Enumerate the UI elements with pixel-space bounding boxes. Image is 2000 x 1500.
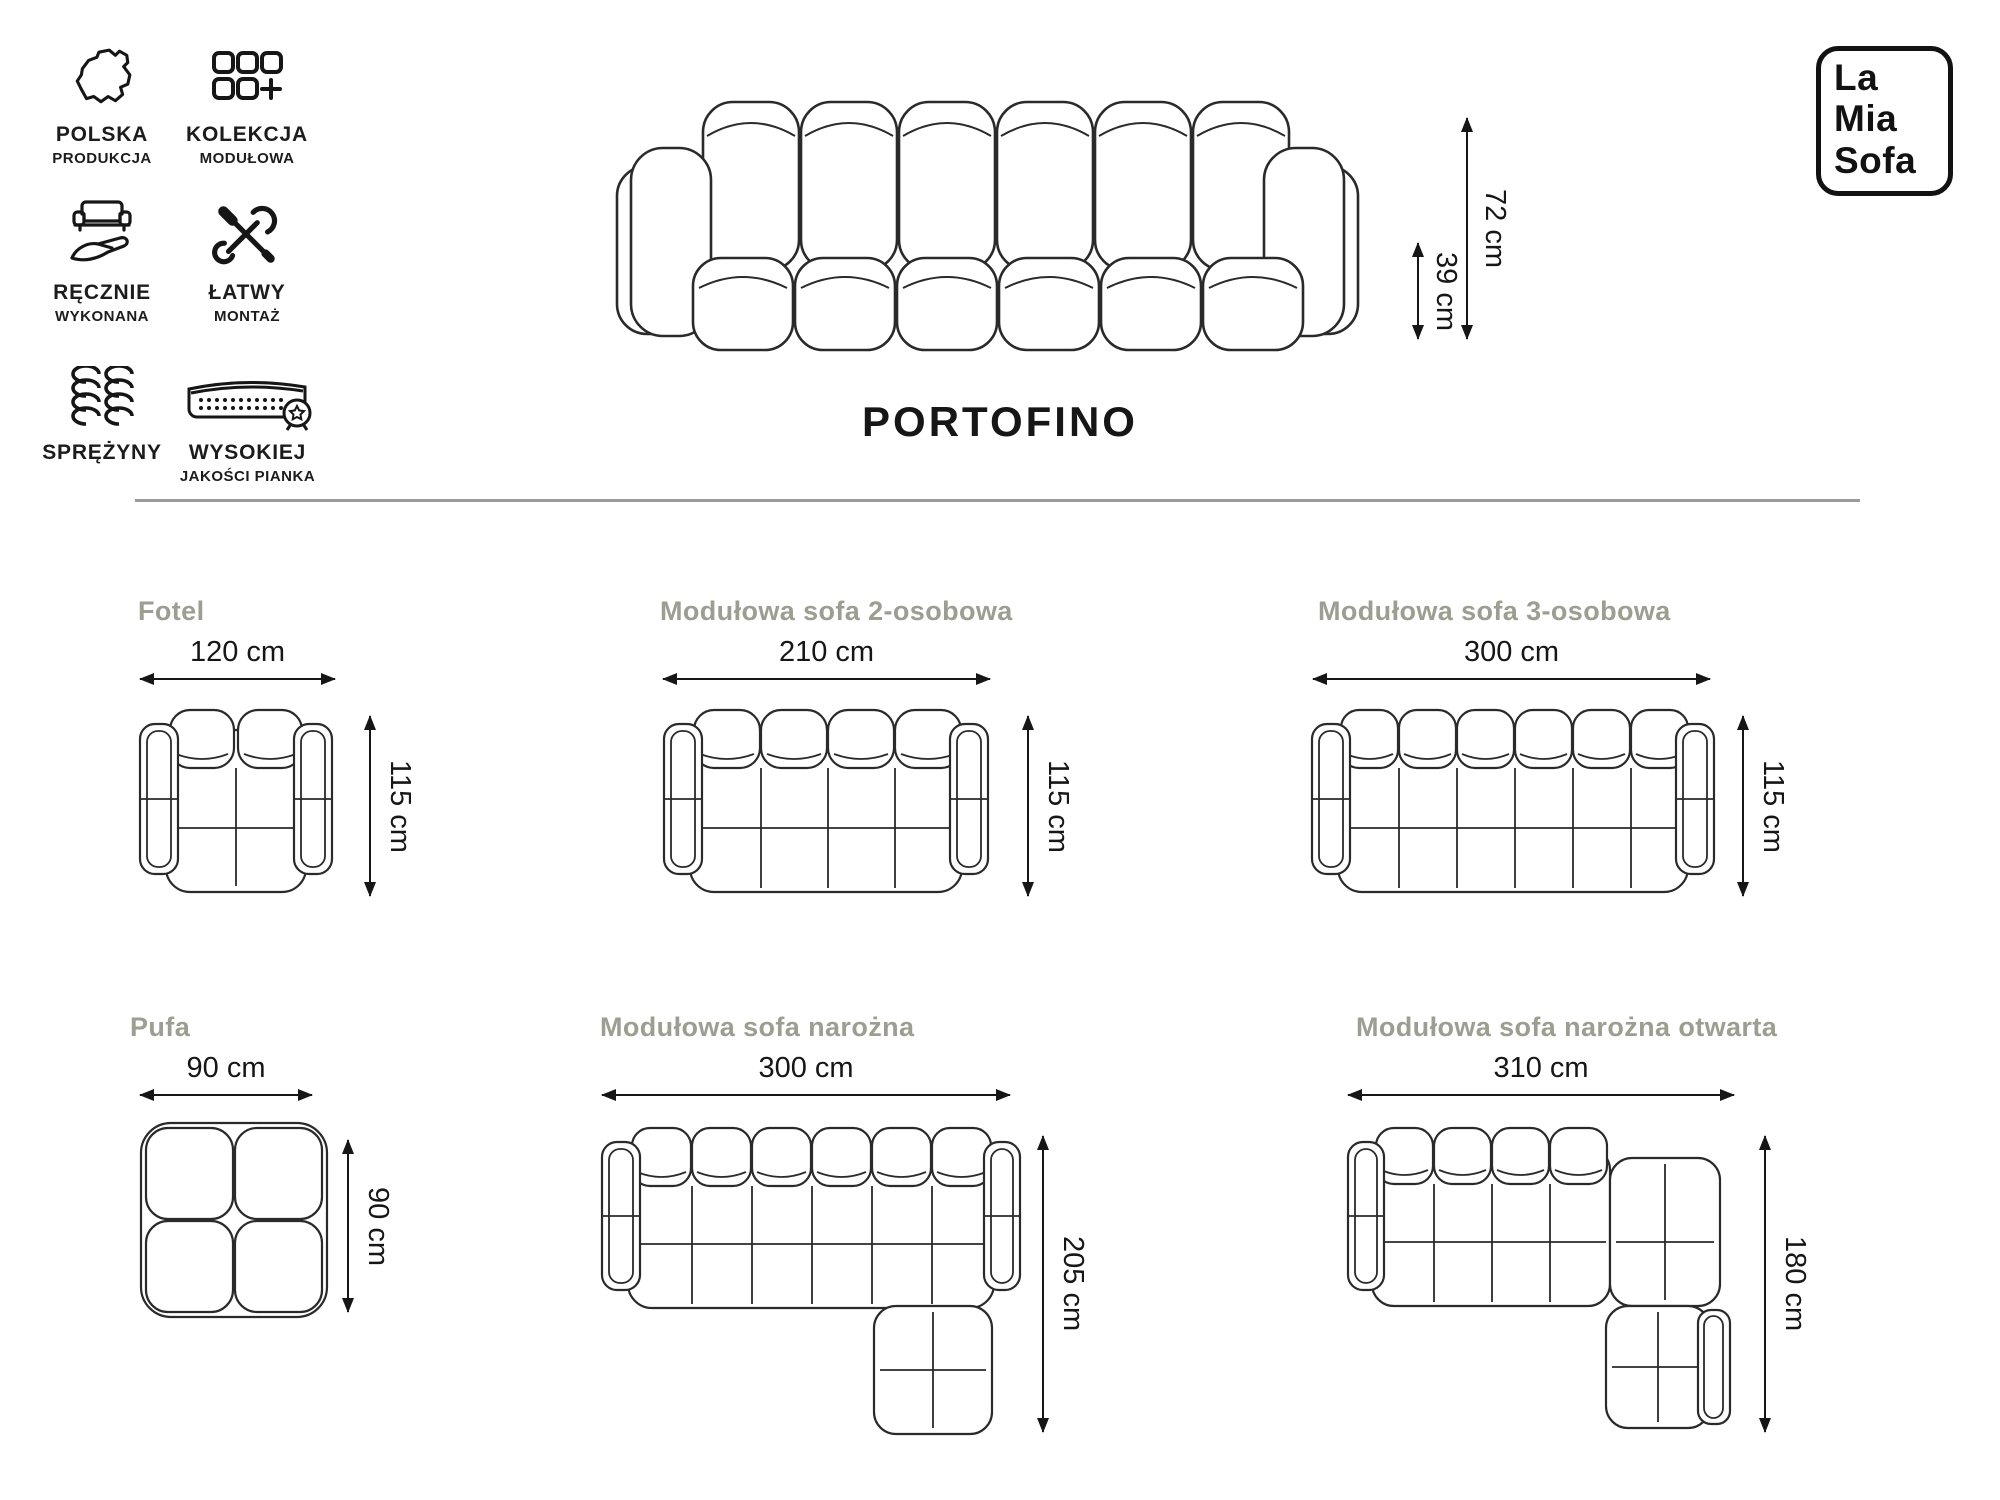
feature-label-line1: WYSOKIEJ bbox=[188, 441, 307, 464]
variant-heading-sofa-2: Modułowa sofa 2-osobowa bbox=[660, 596, 1013, 626]
narozna-top-view-drawing bbox=[600, 1120, 1022, 1445]
feature-label-line1: SPRĘŻYNY bbox=[42, 441, 162, 464]
modular-collection-icon bbox=[207, 40, 287, 114]
sofa2-width-arrow bbox=[663, 678, 990, 680]
feature-label-line2: PRODUKCJA bbox=[52, 150, 152, 167]
pufa-top-view-drawing bbox=[138, 1120, 330, 1320]
sofa3-depth-label: 115 cm bbox=[1757, 759, 1789, 853]
brand-logo-line: Sofa bbox=[1834, 139, 1917, 181]
easy-assembly-icon bbox=[211, 192, 283, 272]
seat-height-label: 39 cm bbox=[1430, 251, 1462, 331]
sofa3-depth-arrow bbox=[1742, 716, 1744, 896]
feature-label-line1: POLSKA bbox=[55, 123, 149, 146]
narozna-depth-arrow bbox=[1042, 1136, 1044, 1432]
fotel-width-arrow bbox=[140, 678, 335, 680]
narozna-otwarta-depth-label: 180 cm bbox=[1779, 1236, 1811, 1332]
sofa3-width-label: 300 cm bbox=[1463, 636, 1560, 668]
feature-label-line2: MONTAŻ bbox=[213, 308, 281, 325]
sofa3-top-view-drawing bbox=[1310, 702, 1716, 904]
narozna-otwarta-width-label: 310 cm bbox=[1493, 1052, 1589, 1084]
narozna-width-arrow bbox=[602, 1094, 1010, 1096]
variant-heading-pufa: Pufa bbox=[130, 1012, 191, 1042]
variant-heading-narozna-otwarta: Modułowa sofa narożna otwarta bbox=[1356, 1012, 1778, 1042]
brand-logo-line: La bbox=[1834, 57, 1879, 98]
narozna-depth-label: 205 cm bbox=[1057, 1236, 1089, 1332]
pufa-width-label: 90 cm bbox=[186, 1052, 266, 1084]
pufa-depth-label: 90 cm bbox=[362, 1186, 394, 1266]
feature-polska-produkcja bbox=[38, 40, 166, 167]
sofa3-width-arrow bbox=[1313, 678, 1710, 680]
narozna-otwarta-depth-arrow bbox=[1764, 1136, 1766, 1432]
feature-label-line2: JAKOŚCI PIANKA bbox=[179, 468, 316, 485]
feature-label-line1: ŁATWY bbox=[208, 281, 286, 304]
feature-sprezyny bbox=[38, 362, 166, 468]
foam-quality-icon bbox=[181, 362, 315, 432]
sofa2-top-view-drawing bbox=[660, 702, 992, 904]
total-height-arrow bbox=[1466, 118, 1468, 339]
variant-heading-sofa-3: Modułowa sofa 3-osobowa bbox=[1318, 596, 1671, 626]
seat-height-arrow bbox=[1417, 243, 1419, 339]
brand-logo-line: Mia bbox=[1834, 98, 1898, 140]
fotel-width-label: 120 cm bbox=[189, 636, 286, 668]
sofa2-depth-arrow bbox=[1027, 716, 1029, 896]
brand-logo bbox=[1816, 46, 1953, 196]
sofa-front-view-drawing bbox=[615, 88, 1360, 360]
springs-icon bbox=[66, 362, 138, 432]
feature-label-line1: RĘCZNIE bbox=[53, 281, 151, 304]
sofa2-depth-label: 115 cm bbox=[1042, 759, 1074, 853]
feature-wysokiej-jakosci-pianka bbox=[160, 362, 335, 485]
feature-label-line2: WYKONANA bbox=[55, 308, 149, 325]
total-height-label: 72 cm bbox=[1479, 189, 1511, 268]
handmade-icon bbox=[62, 192, 142, 272]
variant-heading-narozna: Modułowa sofa narożna bbox=[600, 1012, 915, 1042]
narozna-width-label: 300 cm bbox=[758, 1052, 854, 1084]
narozna-otwarta-top-view-drawing bbox=[1346, 1120, 1744, 1445]
fotel-depth-arrow bbox=[369, 716, 371, 896]
variant-heading-fotel: Fotel bbox=[138, 596, 205, 626]
feature-label-line2: MODUŁOWA bbox=[199, 150, 295, 167]
divider-line bbox=[135, 499, 1860, 502]
poland-map-icon bbox=[69, 40, 135, 114]
feature-kolekcja-modulowa bbox=[172, 40, 322, 167]
product-name: PORTOFINO bbox=[862, 398, 1138, 445]
pufa-width-arrow bbox=[140, 1094, 312, 1096]
fotel-depth-label: 115 cm bbox=[384, 759, 416, 853]
pufa-depth-arrow bbox=[347, 1140, 349, 1312]
feature-label-line1: KOLEKCJA bbox=[186, 123, 308, 146]
feature-latwy-montaz bbox=[172, 192, 322, 325]
fotel-top-view-drawing bbox=[136, 702, 336, 904]
narozna-otwarta-width-arrow bbox=[1348, 1094, 1734, 1096]
feature-recznie-wykonana bbox=[38, 192, 166, 325]
sofa2-width-label: 210 cm bbox=[778, 636, 875, 668]
